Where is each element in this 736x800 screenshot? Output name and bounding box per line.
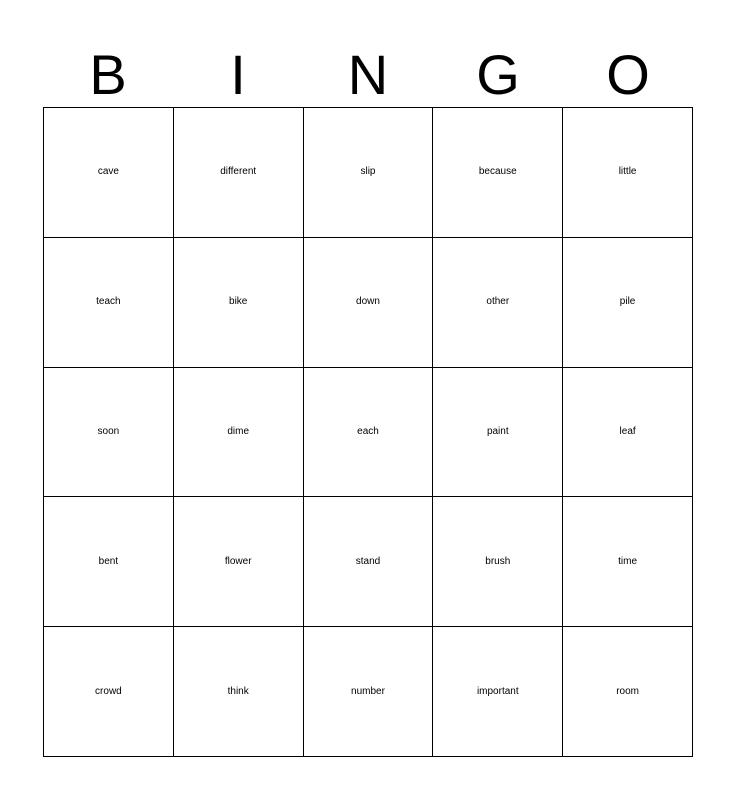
header-letter-n: N — [347, 43, 389, 106]
bingo-cell[interactable]: soon — [44, 368, 174, 498]
bingo-cell[interactable]: cave — [44, 108, 174, 238]
bingo-cell[interactable]: paint — [433, 368, 563, 498]
bingo-cell[interactable]: little — [563, 108, 693, 238]
bingo-cell[interactable]: important — [433, 627, 563, 757]
bingo-cell[interactable]: room — [563, 627, 693, 757]
bingo-cell[interactable]: leaf — [563, 368, 693, 498]
bingo-cell[interactable]: pile — [563, 238, 693, 368]
bingo-cell[interactable]: number — [304, 627, 434, 757]
bingo-cell[interactable]: dime — [174, 368, 304, 498]
bingo-cell[interactable]: down — [304, 238, 434, 368]
bingo-cell[interactable]: other — [433, 238, 563, 368]
header-letter-g: G — [476, 43, 520, 106]
bingo-cell[interactable]: crowd — [44, 627, 174, 757]
header-letter-b: B — [89, 43, 127, 106]
bingo-header — [43, 44, 693, 106]
bingo-cell[interactable]: teach — [44, 238, 174, 368]
bingo-cell[interactable]: time — [563, 497, 693, 627]
bingo-board — [43, 107, 693, 757]
bingo-cell[interactable]: bike — [174, 238, 304, 368]
bingo-cell[interactable]: each — [304, 368, 434, 498]
bingo-cell[interactable]: think — [174, 627, 304, 757]
bingo-cell[interactable]: because — [433, 108, 563, 238]
bingo-cell[interactable]: flower — [174, 497, 304, 627]
bingo-cell[interactable]: stand — [304, 497, 434, 627]
header-letter-o: O — [606, 43, 650, 106]
header-letter-i: I — [230, 43, 246, 106]
bingo-cell[interactable]: slip — [304, 108, 434, 238]
bingo-cell[interactable]: bent — [44, 497, 174, 627]
bingo-cell[interactable]: brush — [433, 497, 563, 627]
bingo-cell[interactable]: different — [174, 108, 304, 238]
